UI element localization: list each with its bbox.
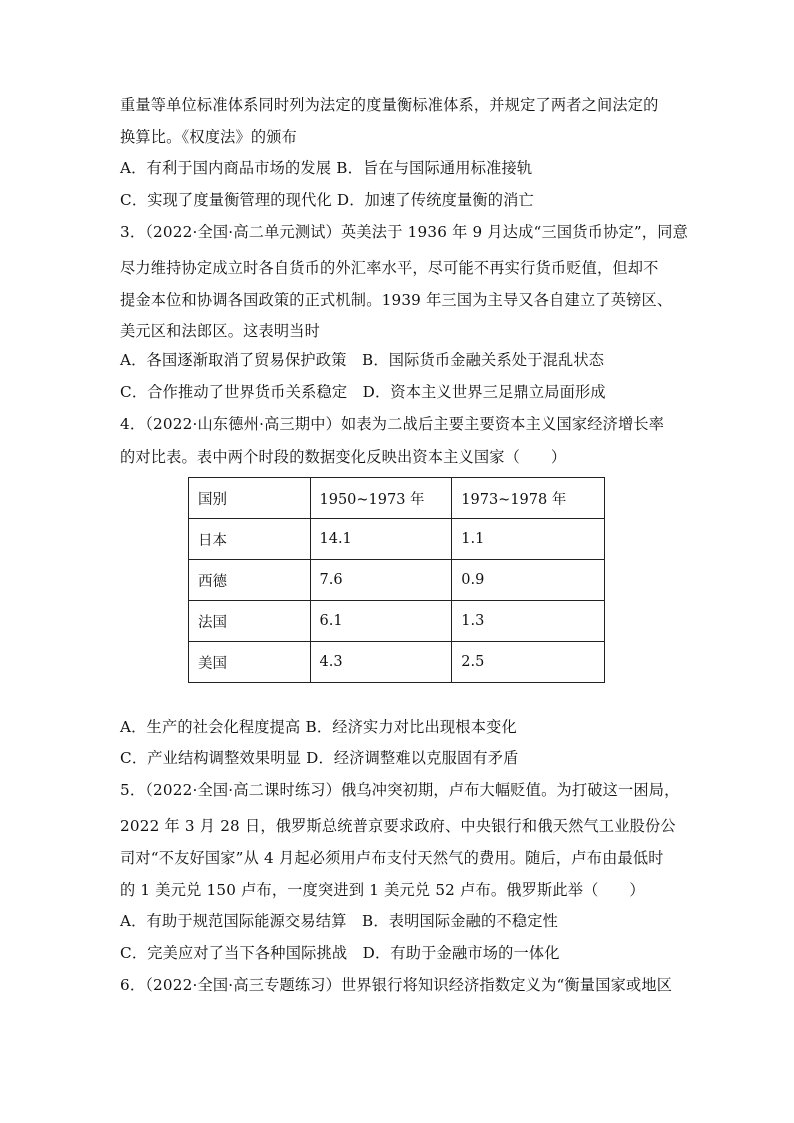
table-cell: 14.1 (310, 519, 452, 560)
option-line-ab: A．有利于国内商品市场的发展 B．旨在与国际通用标准接轨 (120, 159, 533, 177)
question-3-stem: 提金本位和协调各国政策的正式机制。1939 年三国为主导又各自建立了英镑区、 (120, 291, 673, 309)
table-row (189, 642, 605, 683)
table-row (189, 560, 605, 601)
option-line-ab: A．生产的社会化程度提高 B．经济实力对比出现根本变化 (120, 718, 517, 736)
question-5-stem: 司对“不友好国家”从 4 月起必须用卢布支付天然气的费用。随后，卢布由最低时 (120, 849, 664, 867)
question-3-stem: 3．（2022·全国·高二单元测试）英美法于 1936 年 9 月达成“三国货币协定”，同意 (120, 223, 688, 241)
table-cell: 日本 (189, 519, 311, 560)
option-line-cd: C．合作推动了世界货币关系稳定 D．资本主义世界三足鼎立局面形成 (120, 383, 606, 401)
table-cell: 西德 (189, 560, 311, 601)
table-row (189, 601, 605, 642)
question-5-stem: 2022 年 3 月 28 日，俄罗斯总统普京要求政府、中央银行和俄天然气工业股份公 (120, 817, 676, 835)
question-4-stem: 4．（2022·山东德州·高三期中）如表为二战后主要主要资本主义国家经济增长率 (120, 415, 665, 433)
table-cell: 1.1 (452, 519, 605, 560)
table-cell: 2.5 (452, 642, 605, 683)
passage-line: 重量等单位标准体系同时列为法定的度量衡标准体系，并规定了两者之间法定的 (120, 96, 659, 114)
table-cell: 1.3 (452, 601, 605, 642)
question-4-stem: 的对比表。表中两个时段的数据变化反映出资本主义国家（ ） (120, 448, 567, 466)
growth-rate-table (188, 477, 605, 683)
question-5-stem: 5．（2022·全国·高二课时练习）俄乌冲突初期，卢布大幅贬值。为打破这一困局， (120, 781, 680, 799)
question-3-stem: 美元区和法郎区。这表明当时 (120, 322, 321, 340)
table-cell: 6.1 (310, 601, 452, 642)
option-line-ab: A．有助于规范国际能源交易结算 B．表明国际金融的不稳定性 (120, 912, 558, 930)
table-row (189, 519, 605, 560)
option-line-cd: C．实现了度量衡管理的现代化 D．加速了传统度量衡的消亡 (120, 191, 534, 209)
table-cell: 4.3 (310, 642, 452, 683)
table-header-row (189, 478, 605, 519)
question-5-stem: 的 1 美元兑 150 卢布，一度突进到 1 美元兑 52 卢布。俄罗斯此举（ ） (120, 881, 645, 899)
table-header-cell: 1973~1978 年 (452, 478, 605, 519)
table-header-cell: 国别 (189, 478, 311, 519)
table-header-cell: 1950~1973 年 (310, 478, 452, 519)
table-cell: 7.6 (310, 560, 452, 601)
table-cell: 0.9 (452, 560, 605, 601)
table-cell: 美国 (189, 642, 311, 683)
passage-line: 换算比。《权度法》的颁布 (120, 128, 298, 146)
option-line-cd: C．完美应对了当下各种国际挑战 D．有助于金融市场的一体化 (120, 944, 560, 962)
option-line-cd: C．产业结构调整效果明显 D．经济调整难以克服固有矛盾 (120, 749, 519, 767)
question-6-stem: 6．（2022·全国·高三专题练习）世界银行将知识经济指数定义为“衡量国家或地区 (120, 976, 673, 994)
question-3-stem: 尽力维持协定成立时各自货币的外汇率水平，尽可能不再实行货币贬值，但却不 (120, 259, 659, 277)
option-line-ab: A．各国逐渐取消了贸易保护政策 B．国际货币金融关系处于混乱状态 (120, 351, 605, 369)
table-cell: 法国 (189, 601, 311, 642)
